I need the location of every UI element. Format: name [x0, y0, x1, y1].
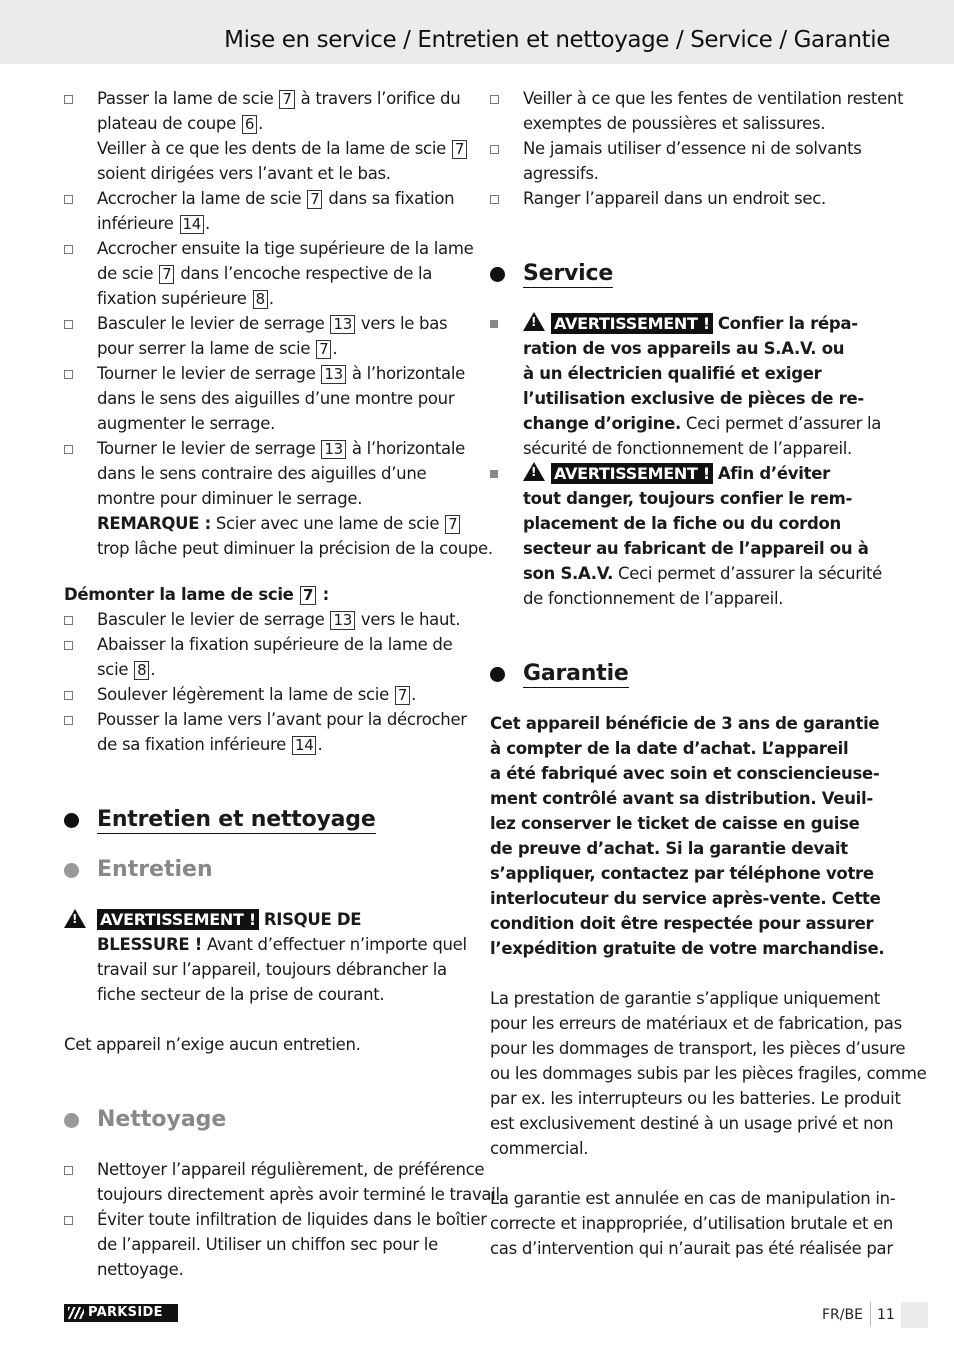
text-line [523, 461, 892, 486]
text-line: de preuve d’achat. Si la garantie devait [490, 839, 848, 858]
part-number: 7 [307, 190, 322, 209]
list-item [490, 311, 892, 461]
text-line: Tourner le levier de serrage 13 à l’horizontale [97, 439, 465, 458]
bold-text: Confier la répa- [717, 314, 858, 333]
text-line: pour serrer la lame de scie 7 . [97, 339, 338, 358]
bold-text: Afin d’éviter [717, 464, 830, 483]
part-number: 7 [159, 265, 174, 284]
subheading-nettoyage: Nettoyage [64, 1105, 466, 1135]
part-number: 13 [321, 365, 346, 384]
list-item [64, 632, 466, 682]
text-line: nettoyage. [97, 1260, 184, 1279]
nettoyage-list [64, 1157, 505, 1282]
dismount-blade-list [64, 607, 466, 757]
text-line: La garantie est annulée en cas de manipulation in- [490, 1189, 896, 1208]
text-line [523, 361, 892, 386]
part-number: 8 [134, 661, 149, 680]
text-line: Pousser la lame vers l’avant pour la décrocher [97, 710, 467, 729]
list-item [64, 1207, 487, 1282]
text-line: Basculer le levier de serrage 13 vers le haut. [97, 610, 461, 629]
text-line: scie 8 . [97, 660, 156, 679]
page-title: Mise en service / Entretien et nettoyage / Service / Garantie [224, 27, 890, 53]
list-item [64, 436, 493, 561]
text-line: commercial. [490, 1139, 589, 1158]
list-item [64, 607, 466, 632]
list-item [64, 707, 466, 757]
list-item [490, 136, 892, 186]
text-line: Passer la lame de scie 7 à travers l’orifice du [97, 89, 461, 108]
list-item [490, 461, 892, 611]
text-line: Veiller à ce que les dents de la lame de scie 7 [97, 136, 466, 161]
garantie-conditions [490, 986, 927, 1161]
text-line: à compter de la date d’achat. L’appareil [490, 739, 849, 758]
footer-language: FR/BE [822, 1307, 863, 1323]
text-line: montre pour diminuer le serrage. [97, 489, 363, 508]
section-heading-garantie: Garantie [490, 659, 892, 689]
list-item [64, 361, 466, 436]
subheading-entretien: Entretien [64, 855, 466, 885]
list-item [64, 236, 474, 311]
text-line: fixation supérieure 8 . [97, 289, 274, 308]
text-line: travail sur l’appareil, toujours débrancher la [97, 960, 447, 979]
parkside-logo: PARKSIDE [64, 1304, 178, 1322]
text-line: ou les dommages subis par les pièces fragiles, comme [490, 1064, 927, 1083]
checkbox-bullet-icon [64, 716, 73, 725]
text-line: Accrocher la lame de scie 7 dans sa fixation [97, 189, 455, 208]
text-line: condition doit être respectée pour assurer [490, 914, 874, 933]
part-number: 7 [316, 340, 331, 359]
bold-text: RISQUE DE [263, 910, 362, 929]
bold-text: à un électricien qualifié et exiger [523, 364, 822, 383]
warning-label: AVERTISSEMENT ! [551, 313, 713, 334]
part-number: 13 [321, 440, 346, 459]
text-line: Accrocher ensuite la tige supérieure de la lame [97, 239, 474, 258]
checkbox-bullet-icon [64, 616, 73, 625]
text-line [97, 907, 466, 932]
part-number: 7 [279, 90, 294, 109]
part-number: 7 [445, 515, 460, 534]
text-line: REMARQUE : Scier avec une lame de scie 7 [97, 511, 466, 536]
text-line: pour les erreurs de matériaux et de fabrication, pas [490, 1014, 902, 1033]
list-item [64, 311, 466, 361]
checkbox-bullet-icon [64, 195, 73, 204]
checkbox-bullet-icon [64, 445, 73, 454]
bold-text: l’utilisation exclusive de pièces de re- [523, 389, 864, 408]
bullet-dot-icon [64, 813, 79, 828]
part-number: 8 [253, 290, 268, 309]
text-line [523, 511, 892, 536]
part-number: 7 [300, 586, 316, 605]
text-line: pour les dommages de transport, les pièces d’usure [490, 1039, 906, 1058]
checkbox-bullet-icon [490, 195, 499, 204]
text-line: Soulever légèrement la lame de scie 7 . [97, 685, 417, 704]
text-line: Ne jamais utiliser d’essence ni de solvants [523, 139, 862, 158]
mount-blade-list [64, 86, 493, 561]
text-line [523, 311, 892, 336]
text-line: interlocuteur du service après-vente. Cette [490, 889, 881, 908]
list-item [64, 86, 466, 186]
text-line: a été fabriqué avec soin et consciencieuse- [490, 764, 880, 783]
text-line: s’appliquer, contactez par téléphone votre [490, 864, 874, 883]
footer-corner-box [901, 1302, 928, 1328]
right-column [490, 86, 927, 1261]
text-line: ment contrôlé avant sa distribution. Veuil- [490, 789, 873, 808]
text-line: Veiller à ce que les fentes de ventilation restent [523, 89, 904, 108]
text-line: inférieure 14 . [97, 214, 210, 233]
part-number: 6 [242, 115, 257, 134]
text-line: sécurité de fonctionnement de l’appareil. [523, 439, 852, 458]
bullet-dot-icon [490, 667, 505, 682]
text-line: de sa fixation inférieure 14 . [97, 735, 323, 754]
warning-triangle-icon [64, 909, 86, 928]
text-line: Nettoyer l’appareil régulièrement, de préférence [97, 1160, 485, 1179]
list-item [64, 1157, 505, 1207]
text-line: soient dirigées vers l’avant et le bas. [97, 164, 391, 183]
checkbox-bullet-icon [64, 370, 73, 379]
text-line: lez conserver le ticket de caisse en guise [490, 814, 860, 833]
text-line: Basculer le levier de serrage 13 vers le bas [97, 314, 448, 333]
warning-triangle-icon [523, 462, 545, 481]
left-column [64, 86, 505, 1282]
bold-text: ration de vos appareils au S.A.V. ou [523, 339, 845, 358]
checkbox-bullet-icon [64, 245, 73, 254]
text-line: Éviter toute infiltration de liquides dans le boîtier [97, 1210, 487, 1229]
brand-stripes-icon [68, 1307, 84, 1319]
bold-text: son S.A.V. [523, 564, 614, 583]
text-line: par ex. les interrupteurs ou les batteries. Le produit [490, 1089, 901, 1108]
text-line: augmenter le serrage. [97, 414, 276, 433]
text-line: correcte et inappropriée, d’utilisation brutale et en [490, 1214, 894, 1233]
text-line [523, 536, 892, 561]
warning-triangle-icon [523, 312, 545, 331]
square-bullet-icon [490, 470, 498, 478]
warning-label: AVERTISSEMENT ! [97, 909, 259, 930]
section-heading-entretien-nettoyage: Entretien et nettoyage [64, 805, 466, 835]
text-line: de scie 7 dans l’encoche respective de la [97, 264, 433, 283]
part-number: 13 [330, 611, 355, 630]
bold-text: REMARQUE : [97, 514, 211, 533]
checkbox-bullet-icon [64, 641, 73, 650]
nettoyage-list-continued [490, 86, 904, 211]
list-item [64, 682, 466, 707]
text-line: l’expédition gratuite de votre marchandise. [490, 939, 885, 958]
checkbox-bullet-icon [64, 1166, 73, 1175]
text-line: est exclusivement destiné à un usage privé et non [490, 1114, 894, 1133]
text-line: de l’appareil. Utiliser un chiffon sec pour le [97, 1235, 438, 1254]
part-number: 7 [395, 686, 410, 705]
text-line [523, 336, 892, 361]
square-bullet-icon [490, 320, 498, 328]
text-line: dans le sens contraire des aiguilles d’une [97, 464, 427, 483]
text-line: toujours directement après avoir terminé le travail. [97, 1185, 505, 1204]
garantie-exclusions [490, 1186, 896, 1261]
part-number: 14 [180, 215, 205, 234]
text-line: fiche secteur de la prise de courant. [97, 985, 385, 1004]
checkbox-bullet-icon [64, 320, 73, 329]
part-number: 14 [292, 736, 317, 755]
bullet-dot-icon [64, 863, 79, 878]
list-item [490, 86, 904, 136]
text-line: Tourner le levier de serrage 13 à l’horizontale [97, 364, 465, 383]
text-line: Ranger l’appareil dans un endroit sec. [523, 189, 826, 208]
text-line: dans le sens des aiguilles d’une montre pour [97, 389, 455, 408]
section-heading-service: Service [490, 259, 892, 289]
footer-divider [870, 1302, 871, 1326]
text-line: BLESSURE ! Avant d’effectuer n’importe quel [97, 935, 467, 954]
text-line: plateau de coupe 6 . [97, 114, 264, 133]
dismount-title: Démonter la lame de scie 7 : [64, 585, 329, 604]
bold-text: placement de la fiche ou du cordon [523, 514, 841, 533]
warning-label: AVERTISSEMENT ! [551, 463, 713, 484]
checkbox-bullet-icon [490, 95, 499, 104]
text-line [523, 386, 892, 411]
text-line: Cet appareil bénéficie de 3 ans de garantie [490, 714, 880, 733]
text-line [523, 486, 892, 511]
page-header [0, 0, 954, 64]
entretien-warning [64, 907, 466, 1007]
checkbox-bullet-icon [64, 1216, 73, 1225]
bold-text: tout danger, toujours confier le rem- [523, 489, 853, 508]
checkbox-bullet-icon [64, 95, 73, 104]
text-line: agressifs. [523, 164, 599, 183]
service-list [490, 311, 892, 611]
checkbox-bullet-icon [490, 145, 499, 154]
text-line: exemptes de poussières et salissures. [523, 114, 826, 133]
text-line: son S.A.V. Ceci permet d’assurer la sécurité [523, 564, 883, 583]
text-line: trop lâche peut diminuer la précision de la coupe. [97, 539, 493, 558]
bold-text: BLESSURE ! [97, 935, 203, 954]
part-number: 7 [452, 140, 467, 159]
text-line: de fonctionnement de l’appareil. [523, 589, 784, 608]
text-line: Abaisser la fixation supérieure de la lame de [97, 635, 453, 654]
text-line: change d’origine. Ceci permet d’assurer la [523, 414, 882, 433]
garantie-intro [490, 711, 892, 961]
checkbox-bullet-icon [64, 691, 73, 700]
list-item [490, 186, 892, 211]
part-number: 13 [330, 315, 355, 334]
bold-text: secteur au fabricant de l’appareil ou à [523, 539, 869, 558]
page-number: 11 [877, 1307, 895, 1323]
bold-text: change d’origine. [523, 414, 681, 433]
bullet-dot-icon [490, 267, 505, 282]
list-item [64, 186, 466, 236]
text-line: cas d’intervention qui n’aurait pas été réalisée par [490, 1239, 893, 1258]
bullet-dot-icon [64, 1113, 79, 1128]
entretien-text: Cet appareil n’exige aucun entretien. [64, 1035, 361, 1054]
text-line: La prestation de garantie s’applique uniquement [490, 989, 880, 1008]
